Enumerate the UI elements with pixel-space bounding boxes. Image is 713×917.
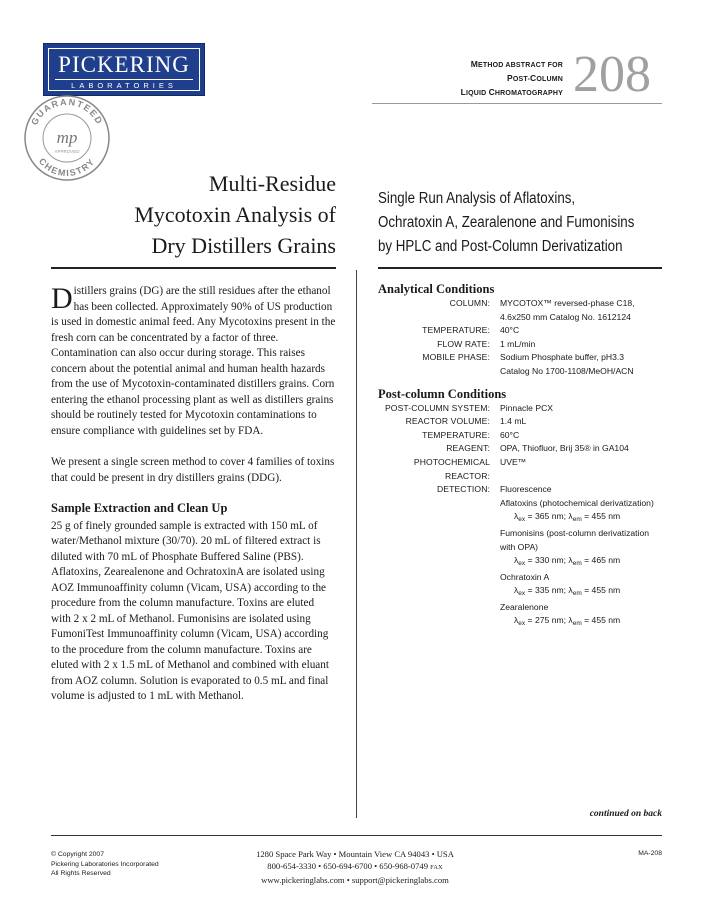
condition-value: Fluorescence: [500, 484, 552, 495]
intro-text: istillers grains (DG) are the still residues after the ethanol has been collected. Approximately 90% of US production is used in domestic animal feed. Any Mycotoxins present in the fresh corn can be concentrated by a factor of three. Contamination can also occur during storage. This raises concern about the potential animal and human health hazards from the use of Mycotoxin-contaminated distillers grains. Corn entering the ethanol processing plant as well as distillers grains should be routinely tested for Mycotoxin contaminations to ensure compliance with guidelines set by FDA.: [51, 285, 336, 437]
condition-value: UVE™: [500, 456, 527, 467]
intro-paragraph: [51, 284, 336, 439]
postcolumn-conditions-table: [378, 402, 668, 632]
ex-sub: ex: [518, 620, 526, 628]
rights-line: All Rights Reserved: [51, 870, 111, 878]
condition-label: PHOTOCHEMICAL REACTOR:: [413, 456, 490, 481]
guaranteed-chemistry-seal: [22, 93, 112, 183]
nm: nm: [605, 615, 621, 626]
detection-aflatoxins: Aflatoxins (photochemical derivatization): [500, 497, 654, 508]
em-value: 465: [591, 555, 606, 566]
seal-bottom-text: CHEMISTRY: [36, 156, 98, 179]
eq: =: [581, 615, 592, 626]
eq: =: [581, 585, 592, 596]
condition-label: TEMPERATURE:: [422, 429, 490, 440]
em-sub: em: [572, 620, 582, 628]
subtitle-line: Single Run Analysis of Aflatoxins,: [378, 190, 576, 207]
condition-value: MYCOTOX™ reversed-phase C18,: [500, 298, 635, 308]
abstract-small-caps: ETHOD ABSTRACT FOR: [477, 62, 563, 69]
nm-sep: nm;: [549, 511, 569, 522]
nm: nm: [605, 555, 621, 566]
lambda: λ: [568, 585, 573, 596]
abstract-small-caps: HROMATOGRAPHY: [494, 90, 563, 97]
lambda: λ: [514, 615, 519, 626]
empty-label: [378, 571, 490, 585]
condition-label: DETECTION:: [436, 484, 490, 495]
analytical-conditions-table: [378, 297, 668, 379]
ex-sub: ex: [518, 590, 526, 598]
analytical-heading: Analytical Conditions: [378, 282, 495, 296]
abstract-cap: L: [460, 87, 466, 97]
wavelength-aflatoxins: [500, 510, 668, 527]
em-sub: em: [572, 560, 582, 568]
copyright-line: © Copyright 2007: [51, 851, 104, 858]
subtitle-line: Ochratoxin A, Zearalenone and Fumonisins: [378, 214, 635, 231]
drop-cap: D: [51, 282, 73, 315]
em-value: 455: [591, 511, 606, 522]
sample-heading: Sample Extraction and Clean Up: [51, 501, 228, 515]
web-line: www.pickeringlabs.com • support@pickeringlabs.com: [261, 875, 449, 885]
method-number: 208: [573, 46, 651, 103]
continued-note: continued on back: [589, 809, 662, 819]
lambda: λ: [514, 585, 519, 596]
condition-label: POST-COLUMN SYSTEM:: [384, 402, 490, 413]
condition-value: 40°C: [500, 325, 520, 336]
seal-top-text: GUARANTEED: [29, 96, 105, 127]
empty-label: [378, 510, 490, 527]
right-column: [378, 282, 668, 631]
nm: nm: [605, 585, 621, 596]
eq: =: [525, 615, 535, 626]
page-subtitle: [378, 187, 670, 259]
ex-sub: ex: [518, 560, 526, 568]
detection-fumonisins-cont: with OPA): [500, 541, 539, 552]
condition-value: 1 mL/min: [500, 338, 536, 349]
wavelength-fumonisins: [500, 554, 668, 571]
abstract-small-caps: OLUMN: [536, 76, 563, 83]
logo-frame: [48, 48, 200, 91]
detection-ochratoxin: Ochratoxin A: [500, 571, 550, 582]
condition-label: [378, 311, 490, 325]
condition-label: TEMPERATURE:: [422, 325, 490, 336]
empty-label: [378, 601, 490, 615]
fax-label: FAX: [430, 864, 443, 871]
condition-value: 60°C: [500, 429, 520, 440]
abstract-cap: M: [470, 59, 478, 69]
subtitle-line: by HPLC and Post-Column Derivatization: [378, 238, 623, 255]
detection-fumonisins: Fumonisins (post-column derivatization: [500, 527, 650, 538]
condition-value: Catalog No 1700-1108/MeOH/ACN: [500, 365, 634, 376]
empty-label: [378, 614, 490, 631]
column-divider: [356, 270, 357, 818]
lambda: λ: [568, 555, 573, 566]
page-title: [134, 168, 336, 261]
intro-paragraph-2: We present a single screen method to cover 4 families of toxins that could be present in dry distillers grains (DDG).: [51, 456, 335, 484]
condition-label: COLUMN:: [449, 298, 490, 308]
empty-label: [378, 584, 490, 601]
condition-value: Sodium Phosphate buffer, pH3.3: [500, 352, 625, 363]
empty-label: [378, 554, 490, 571]
empty-label: [378, 497, 490, 511]
wavelength-ochratoxin: [500, 584, 668, 601]
phone-numbers: 800-654-3330 • 650-694-6700 • 650-968-0749: [267, 861, 428, 871]
ex-value: 335: [534, 585, 550, 596]
sample-paragraph: 25 g of finely grounded sample is extracted with 150 mL of water/Methanol mixture (30/70). 20 mL of filtered extract is diluted with 70 mL of Phosphate Buffered Saline (PBS). Aflatoxins, Zearealenone and OchratoxinA are isolated using AOZ Immunoaffinity column (Vicam, USA) according to the procedure from the column manufacture. Toxins are eluted with 2 x 2 mL of Methanol. Fumonisins are isolated using FumoniTest Immunoaffinity column (Vicam, USA) according to the procedure from the column manufacture. Toxins are eluted with 2 x 1.5 mL of Methanol and combined with eluant from AOZ column. Solution is evaporated to 0.5 mL and final volume is adjusted to 1 mL with Methanol.: [51, 519, 329, 702]
wavelength-zearalenone: [500, 614, 668, 631]
lambda: λ: [514, 511, 519, 522]
left-column-rule: [51, 267, 336, 269]
eq: =: [581, 555, 592, 566]
em-value: 455: [591, 615, 606, 626]
nm-sep: nm;: [549, 615, 569, 626]
title-line: Mycotoxin Analysis of: [134, 202, 336, 227]
eq: =: [581, 511, 592, 522]
eq: =: [525, 511, 535, 522]
em-sub: em: [572, 590, 582, 598]
logo-name: PICKERING: [58, 52, 190, 77]
abstract-cap: P: [506, 73, 513, 83]
footer-copyright: [51, 850, 159, 879]
ex-value: 365: [534, 511, 550, 522]
abstract-small-caps: IQUID: [465, 90, 489, 97]
eq: =: [525, 555, 535, 566]
ex-value: 330: [534, 555, 550, 566]
document-id: MA-208: [638, 850, 662, 857]
em-value: 455: [591, 585, 606, 596]
empty-label: [378, 527, 490, 541]
condition-value: OPA, Thiofluor, Brij 35® in GA104: [500, 443, 629, 454]
nm-sep: nm;: [549, 555, 569, 566]
seal-ring-text: APPROVED: [54, 149, 80, 154]
abstract-cap: C: [488, 87, 495, 97]
condition-value: 4.6x250 mm Catalog No. 1612124: [500, 311, 631, 322]
pickering-logo: [43, 43, 205, 96]
condition-label: REACTOR VOLUME:: [405, 416, 490, 427]
footer-divider: [51, 835, 662, 836]
empty-label: [378, 541, 490, 555]
footer-contact: [220, 848, 490, 886]
right-column-rule: [378, 267, 662, 269]
condition-label: MOBILE PHASE:: [422, 352, 490, 363]
left-column: [51, 284, 336, 705]
abstract-cap: C: [529, 73, 537, 83]
phone-line: [220, 860, 490, 874]
title-line: Multi-Residue: [208, 171, 336, 196]
nm-sep: nm;: [549, 585, 569, 596]
company-line: Pickering Laboratories Incorporated: [51, 860, 159, 868]
lambda: λ: [514, 555, 519, 566]
title-line: Dry Distillers Grains: [151, 233, 336, 258]
header-divider: [372, 103, 662, 104]
ex-sub: ex: [518, 516, 526, 524]
detection-zearalenone: Zearalenone: [500, 601, 549, 612]
em-sub: em: [572, 516, 582, 524]
condition-value: Pinnacle PCX: [500, 402, 554, 413]
condition-label: [378, 365, 490, 379]
condition-value: 1.4 mL: [500, 416, 527, 427]
eq: =: [525, 585, 535, 596]
nm: nm: [605, 511, 621, 522]
lambda: λ: [568, 511, 573, 522]
seal-center-mark: mp: [56, 128, 78, 147]
lambda: λ: [568, 615, 573, 626]
condition-label: REAGENT:: [446, 443, 490, 454]
method-abstract-label: [461, 58, 563, 100]
address-line: 1280 Space Park Way • Mountain View CA 94043 • USA: [256, 849, 454, 859]
logo-subtitle: LABORATORIES: [55, 79, 193, 90]
postcolumn-heading: Post-column Conditions: [378, 386, 507, 401]
abstract-small-caps: OST-: [512, 76, 530, 83]
ex-value: 275: [534, 615, 550, 626]
condition-label: FLOW RATE:: [437, 338, 490, 349]
